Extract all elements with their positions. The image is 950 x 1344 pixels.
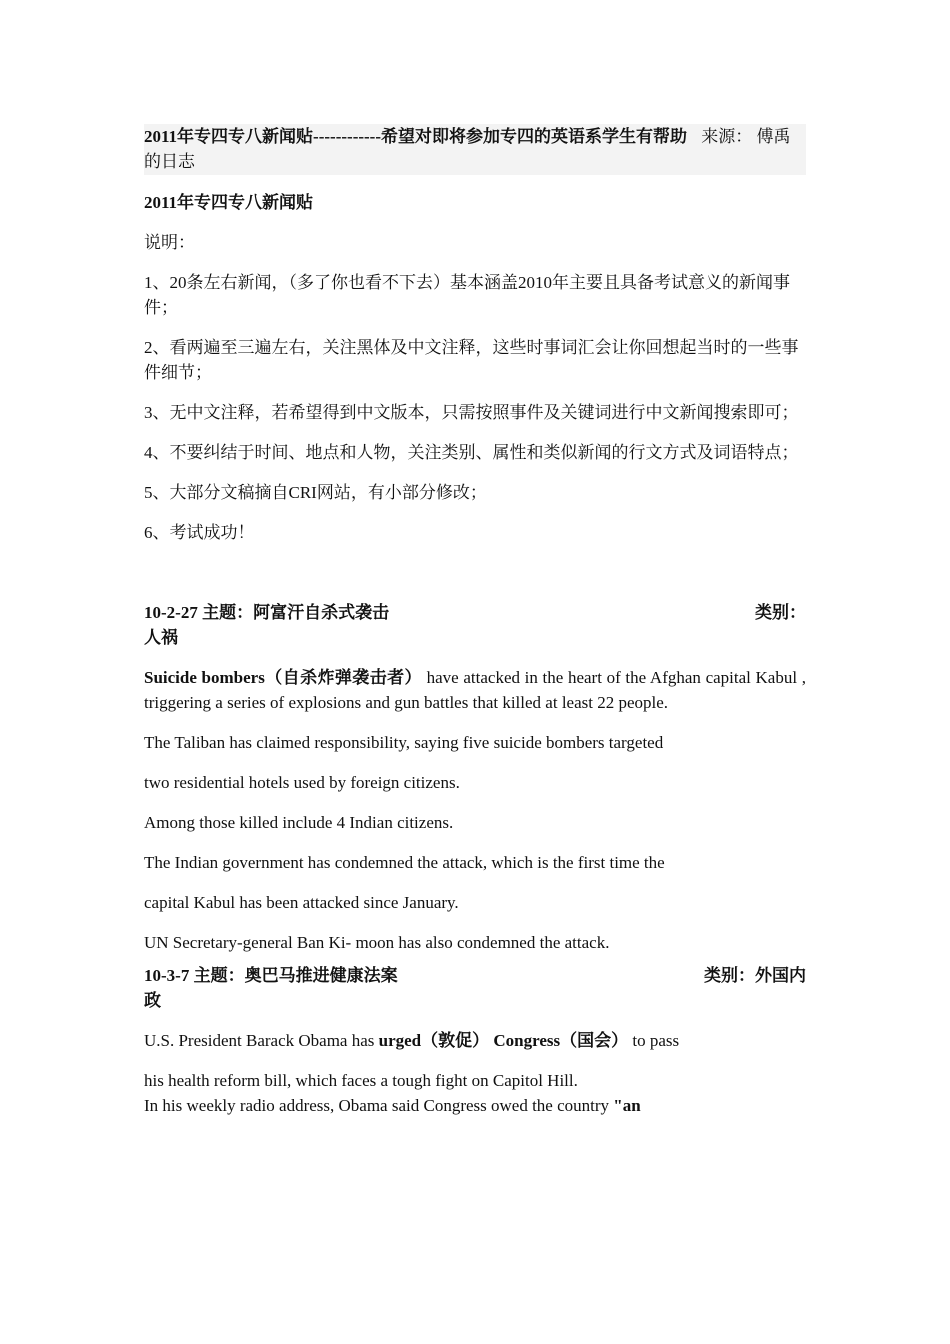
article-paragraph: UN Secretary-general Ban Ki- moon has also condemned the attack. — [144, 933, 610, 952]
article-paragraph — [144, 1093, 806, 1118]
key-term: Congress（国会） — [493, 1031, 629, 1050]
notes-heading: 说明： — [144, 233, 195, 252]
article-paragraph: two residential hotels used by foreign citizens. — [144, 773, 460, 792]
key-term: Suicide bombers（自杀炸弹袭击者） — [144, 668, 422, 687]
key-term: urged（敦促） — [378, 1031, 490, 1050]
article-topic: 10-2-27 主题：阿富汗自杀式袭击 — [144, 603, 390, 622]
article-paragraph: The Taliban has claimed responsibility, saying five suicide bombers targeted — [144, 733, 664, 752]
note-item: 2、看两遍至三遍左右，关注黑体及中文注释，这些时事词汇会让你回想起当时的一些事件细节； — [144, 338, 799, 382]
document-subtitle: 2011年专四专八新闻贴 — [144, 193, 314, 212]
document-page — [144, 124, 806, 1118]
document-title-block — [144, 124, 806, 175]
article-topic: 10-3-7 主题：奥巴马推进健康法案 — [144, 966, 398, 985]
source-line: 来源： 傅禹的日志 — [144, 127, 791, 171]
key-term: "an — [613, 1096, 641, 1115]
article-category-label: 类别：外国内 — [704, 966, 806, 985]
note-item: 4、不要纠结于时间、地点和人物，关注类别、属性和类似新闻的行文方式及词语特点； — [144, 443, 799, 462]
article-topic-heading — [144, 963, 806, 1013]
note-item: 6、考试成功！ — [144, 523, 255, 542]
article-category-label: 类别： — [755, 603, 806, 622]
article-paragraph: Among those killed include 4 Indian citizens. — [144, 813, 454, 832]
text-run: U.S. President Barack Obama has — [144, 1031, 379, 1050]
spacer — [144, 560, 806, 600]
document-title: 2011年专四专八新闻贴------------希望对即将参加专四的英语系学生有帮助 — [144, 127, 687, 146]
note-item: 1、20条左右新闻，（多了你也看不下去）基本涵盖2010年主要且具备考试意义的新闻事件； — [144, 273, 790, 317]
article-topic-heading — [144, 600, 806, 650]
article-paragraph: The Indian government has condemned the attack, which is the first time the — [144, 853, 665, 872]
article-paragraph — [144, 1028, 806, 1053]
note-item: 3、无中文注释，若希望得到中文版本，只需按照事件及关键词进行中文新闻搜索即可； — [144, 403, 799, 422]
article-lead-paragraph — [144, 665, 806, 715]
lead-text: have attacked in the heart of the Afghan capital Kabul , triggering a series of explosions and gun battles that killed at least 22 people. — [144, 668, 806, 712]
text-run: to pass — [628, 1031, 680, 1050]
article-paragraph: his health reform bill, which faces a tough fight on Capitol Hill. — [144, 1071, 578, 1090]
article-paragraph: capital Kabul has been attacked since January. — [144, 893, 459, 912]
note-item: 5、大部分文稿摘自CRI网站，有小部分修改； — [144, 483, 487, 502]
text-run: In his weekly radio address, Obama said Congress owed the country — [144, 1096, 614, 1115]
article-category-value: 人祸 — [144, 628, 178, 647]
article-category-value: 政 — [144, 991, 161, 1010]
